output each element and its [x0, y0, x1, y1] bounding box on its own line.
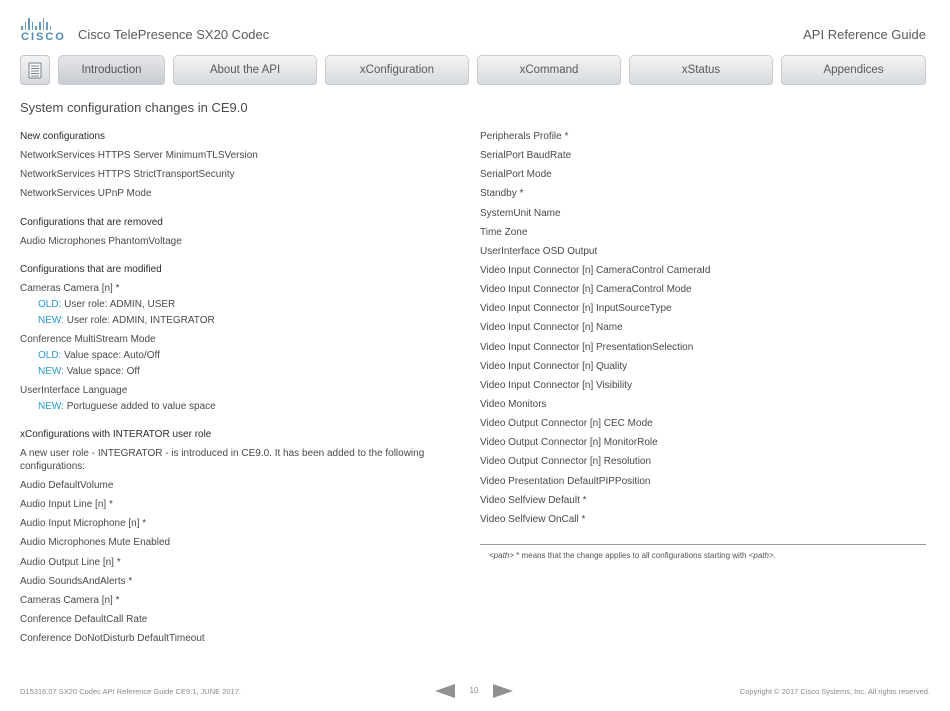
config-item: Video Input Connector [n] Quality: [480, 360, 628, 372]
tab-introduction[interactable]: Introduction: [58, 55, 165, 85]
tab-about-the-api[interactable]: About the API: [173, 55, 317, 85]
footnote-end: .: [773, 551, 776, 560]
config-item: SerialPort Mode: [480, 169, 552, 181]
config-item: Video Input Connector [n] Visibility: [480, 379, 632, 391]
config-item: Cameras Camera [n] *: [20, 594, 120, 606]
config-item: Video Output Connector [n] Resolution: [480, 456, 652, 468]
config-item: Peripherals Profile *: [480, 131, 569, 142]
cisco-logo: [21, 17, 66, 43]
config-item: Video Presentation DefaultPIPPosition: [480, 475, 651, 487]
config-item: Video Input Connector [n] PresentationSelection: [480, 341, 694, 353]
modified-new-line: [20, 400, 440, 419]
product-title: Cisco TelePresence SX20 Codec: [78, 27, 270, 42]
old-text: Value space: Auto/Off: [64, 349, 160, 361]
config-item: Conference DoNotDisturb DefaultTimeout: [20, 633, 205, 645]
section-heading-removed: Configurations that are removed: [20, 216, 163, 228]
previous-page-arrow-icon[interactable]: [435, 684, 455, 698]
config-item: Audio Input Line [n] *: [20, 498, 113, 510]
cisco-logo-text: CISCO: [21, 31, 66, 43]
config-item: Audio Microphones PhantomVoltage: [20, 235, 182, 247]
config-item: Conference DefaultCall Rate: [20, 614, 148, 626]
section-heading-modified: Configurations that are modified: [20, 263, 162, 275]
old-tag: OLD:: [38, 298, 62, 310]
config-item: Audio Microphones Mute Enabled: [20, 537, 171, 549]
book-icon: [28, 62, 42, 79]
section-heading-new: New configurations: [20, 131, 106, 142]
config-item: Audio Output Line [n] *: [20, 556, 121, 568]
old-tag: OLD:: [38, 349, 62, 361]
tab-xconfiguration[interactable]: xConfiguration: [325, 55, 469, 85]
config-item: NetworkServices UPnP Mode: [20, 188, 152, 200]
guide-title: API Reference Guide: [803, 27, 926, 42]
page-number: 10: [469, 686, 479, 695]
right-column: [480, 130, 926, 532]
config-item: UserInterface OSD Output: [480, 245, 598, 257]
config-item: Video Input Connector [n] InputSourceType: [480, 303, 672, 315]
config-item: Audio DefaultVolume: [20, 479, 114, 491]
footer-copyright: Copyright © 2017 Cisco Systems, Inc. All rights reserved.: [739, 687, 930, 696]
new-text: Value space: Off: [66, 365, 140, 377]
modified-item-title: UserInterface Language: [20, 384, 128, 396]
section-heading-integrator: xConfigurations with INTERATOR user role: [20, 428, 212, 440]
table-of-contents-button[interactable]: [20, 55, 50, 85]
config-item: Video Monitors: [480, 398, 547, 410]
config-item: NetworkServices HTTPS StrictTransportSecurity: [20, 169, 235, 181]
pager: [435, 683, 513, 699]
new-tag: NEW:: [38, 314, 64, 326]
config-item: Video Output Connector [n] MonitorRole: [480, 437, 658, 449]
tab-xstatus[interactable]: xStatus: [629, 55, 773, 85]
new-text: Portuguese added to value space: [66, 400, 216, 412]
tab-xcommand[interactable]: xCommand: [477, 55, 621, 85]
config-item: Time Zone: [480, 226, 528, 238]
next-page-arrow-icon[interactable]: [493, 684, 513, 698]
config-item: Video Input Connector [n] Name: [480, 322, 623, 334]
modified-item-title: Cameras Camera [n] *: [20, 282, 120, 294]
integrator-intro: A new user role - INTEGRATOR - is introduced in CE9.0. It has been added to the following configurations:: [20, 447, 425, 472]
config-item: Video Selfview Default *: [480, 494, 587, 506]
config-item: Standby *: [480, 188, 524, 200]
footnote-text: * means that the change applies to all configurations starting with: [513, 551, 749, 560]
config-item: Audio SoundsAndAlerts *: [20, 575, 133, 587]
old-text: User role: ADMIN, USER: [64, 298, 176, 310]
footnote: [489, 551, 776, 560]
cisco-logo-bars: [21, 17, 63, 30]
footnote-divider: [480, 544, 926, 545]
page-header: [0, 0, 950, 50]
footnote-path: <path>: [489, 551, 514, 560]
new-tag: NEW:: [38, 365, 64, 377]
modified-old-line: [20, 349, 440, 365]
modified-new-line: [20, 365, 440, 384]
tab-bar: [20, 55, 926, 85]
config-item: SystemUnit Name: [480, 207, 561, 219]
config-item: SerialPort BaudRate: [480, 150, 572, 162]
config-item: Audio Input Microphone [n] *: [20, 518, 147, 530]
tab-appendices[interactable]: Appendices: [781, 55, 926, 85]
modified-item-title: Conference MultiStream Mode: [20, 333, 156, 345]
config-item: Video Output Connector [n] CEC Mode: [480, 418, 653, 430]
footer-document-id: D15316.07 SX20 Codec API Reference Guide CE9.1, JUNE 2017.: [20, 687, 241, 696]
config-item: Video Input Connector [n] CameraControl Mode: [480, 284, 692, 296]
new-text: User role: ADMIN, INTEGRATOR: [66, 314, 215, 326]
new-tag: NEW:: [38, 400, 64, 412]
modified-old-line: [20, 298, 440, 314]
config-item: NetworkServices HTTPS Server MinimumTLSVersion: [20, 150, 258, 161]
left-column: [20, 130, 440, 651]
footnote-path-2: <path>: [748, 551, 774, 560]
page-heading: System configuration changes in CE9.0: [20, 100, 248, 115]
config-item: Video Input Connector [n] CameraControl CameraId: [480, 264, 711, 276]
modified-new-line: [20, 314, 440, 333]
config-item: Video Selfview OnCall *: [480, 513, 586, 525]
